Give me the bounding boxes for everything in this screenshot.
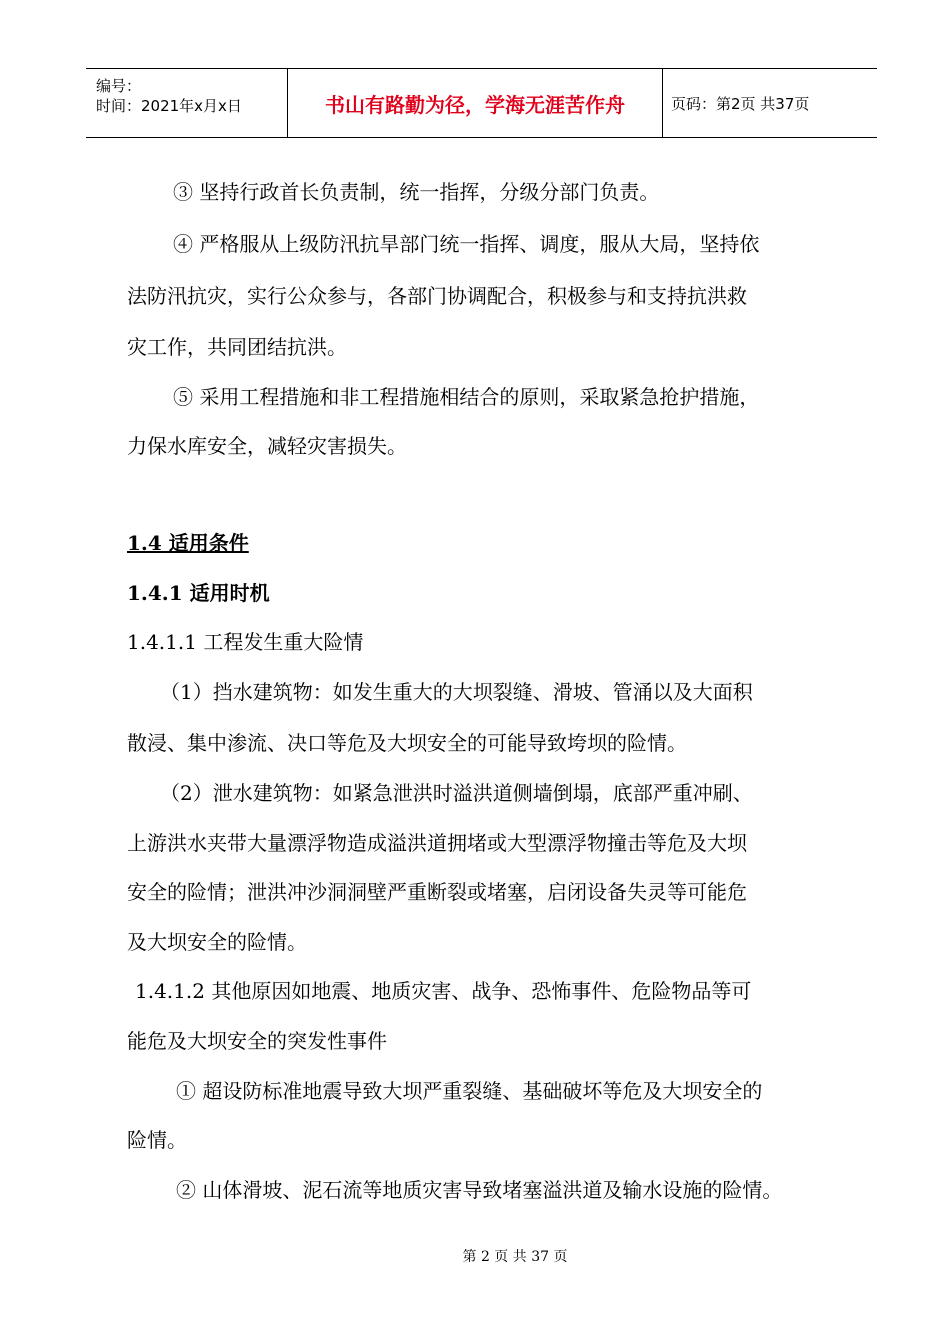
- paragraph-line: 法防汛抗灾，实行公众参与，各部门协调配合，积极参与和支持抗洪救: [127, 284, 747, 308]
- paragraph-line: 力保水库安全，减轻灾害损失。: [127, 434, 407, 458]
- paragraph-line: ② 山体滑坡、泥石流等地质灾害导致堵塞溢洪道及输水设施的险情。: [176, 1178, 783, 1202]
- time-label: 时间：2021年x月x日: [96, 97, 242, 115]
- paragraph-line: 能危及大坝安全的突发性事件: [127, 1029, 387, 1053]
- paragraph-line: ③ 坚持行政首长负责制，统一指挥，分级分部门负责。: [173, 180, 660, 204]
- header-page-info: 页码：第2页 共37页: [671, 94, 810, 113]
- subsection-heading: 1.4.1 适用时机: [127, 581, 270, 605]
- section-heading: 1.4 适用条件: [127, 531, 249, 555]
- header-meta: [86, 69, 288, 137]
- page-footer: [0, 1246, 950, 1266]
- footer-page-number: 第 2 页 共 37 页: [462, 1249, 568, 1265]
- page-header: [86, 68, 877, 138]
- header-motto: [288, 69, 663, 137]
- paragraph-line: 灾工作，共同团结抗洪。: [127, 335, 347, 359]
- paragraph-line: 上游洪水夹带大量漂浮物造成溢洪道拥堵或大型漂浮物撞击等危及大坝: [127, 831, 747, 855]
- paragraph-line: ① 超设防标准地震导致大坝严重裂缝、基础破坏等危及大坝安全的: [176, 1079, 763, 1103]
- paragraph-line: （1）挡水建筑物：如发生重大的大坝裂缝、滑坡、管涌以及大面积: [160, 680, 753, 704]
- number-label: 编号：: [96, 77, 142, 95]
- subsubsection-heading: 1.4.1.2 其他原因如地震、地质灾害、战争、恐怖事件、危险物品等可: [135, 979, 752, 1003]
- paragraph-line: ④ 严格服从上级防汛抗旱部门统一指挥、调度，服从大局，坚持依: [173, 232, 760, 256]
- subsubsection-heading: 1.4.1.1 工程发生重大险情: [127, 630, 364, 654]
- paragraph-line: （2）泄水建筑物：如紧急泄洪时溢洪道侧墙倒塌，底部严重冲刷、: [160, 781, 753, 805]
- paragraph-line: 险情。: [127, 1128, 187, 1152]
- paragraph-line: ⑤ 采用工程措施和非工程措施相结合的原则，采取紧急抢护措施，: [173, 385, 760, 409]
- paragraph-line: 及大坝安全的险情。: [127, 930, 307, 954]
- paragraph-line: 安全的险情；泄洪冲沙洞洞壁严重断裂或堵塞，启闭设备失灵等可能危: [127, 880, 747, 904]
- motto-text: 书山有路勤为径，学海无涯苦作舟: [325, 92, 625, 117]
- paragraph-line: 散浸、集中渗流、决口等危及大坝安全的可能导致垮坝的险情。: [127, 731, 687, 755]
